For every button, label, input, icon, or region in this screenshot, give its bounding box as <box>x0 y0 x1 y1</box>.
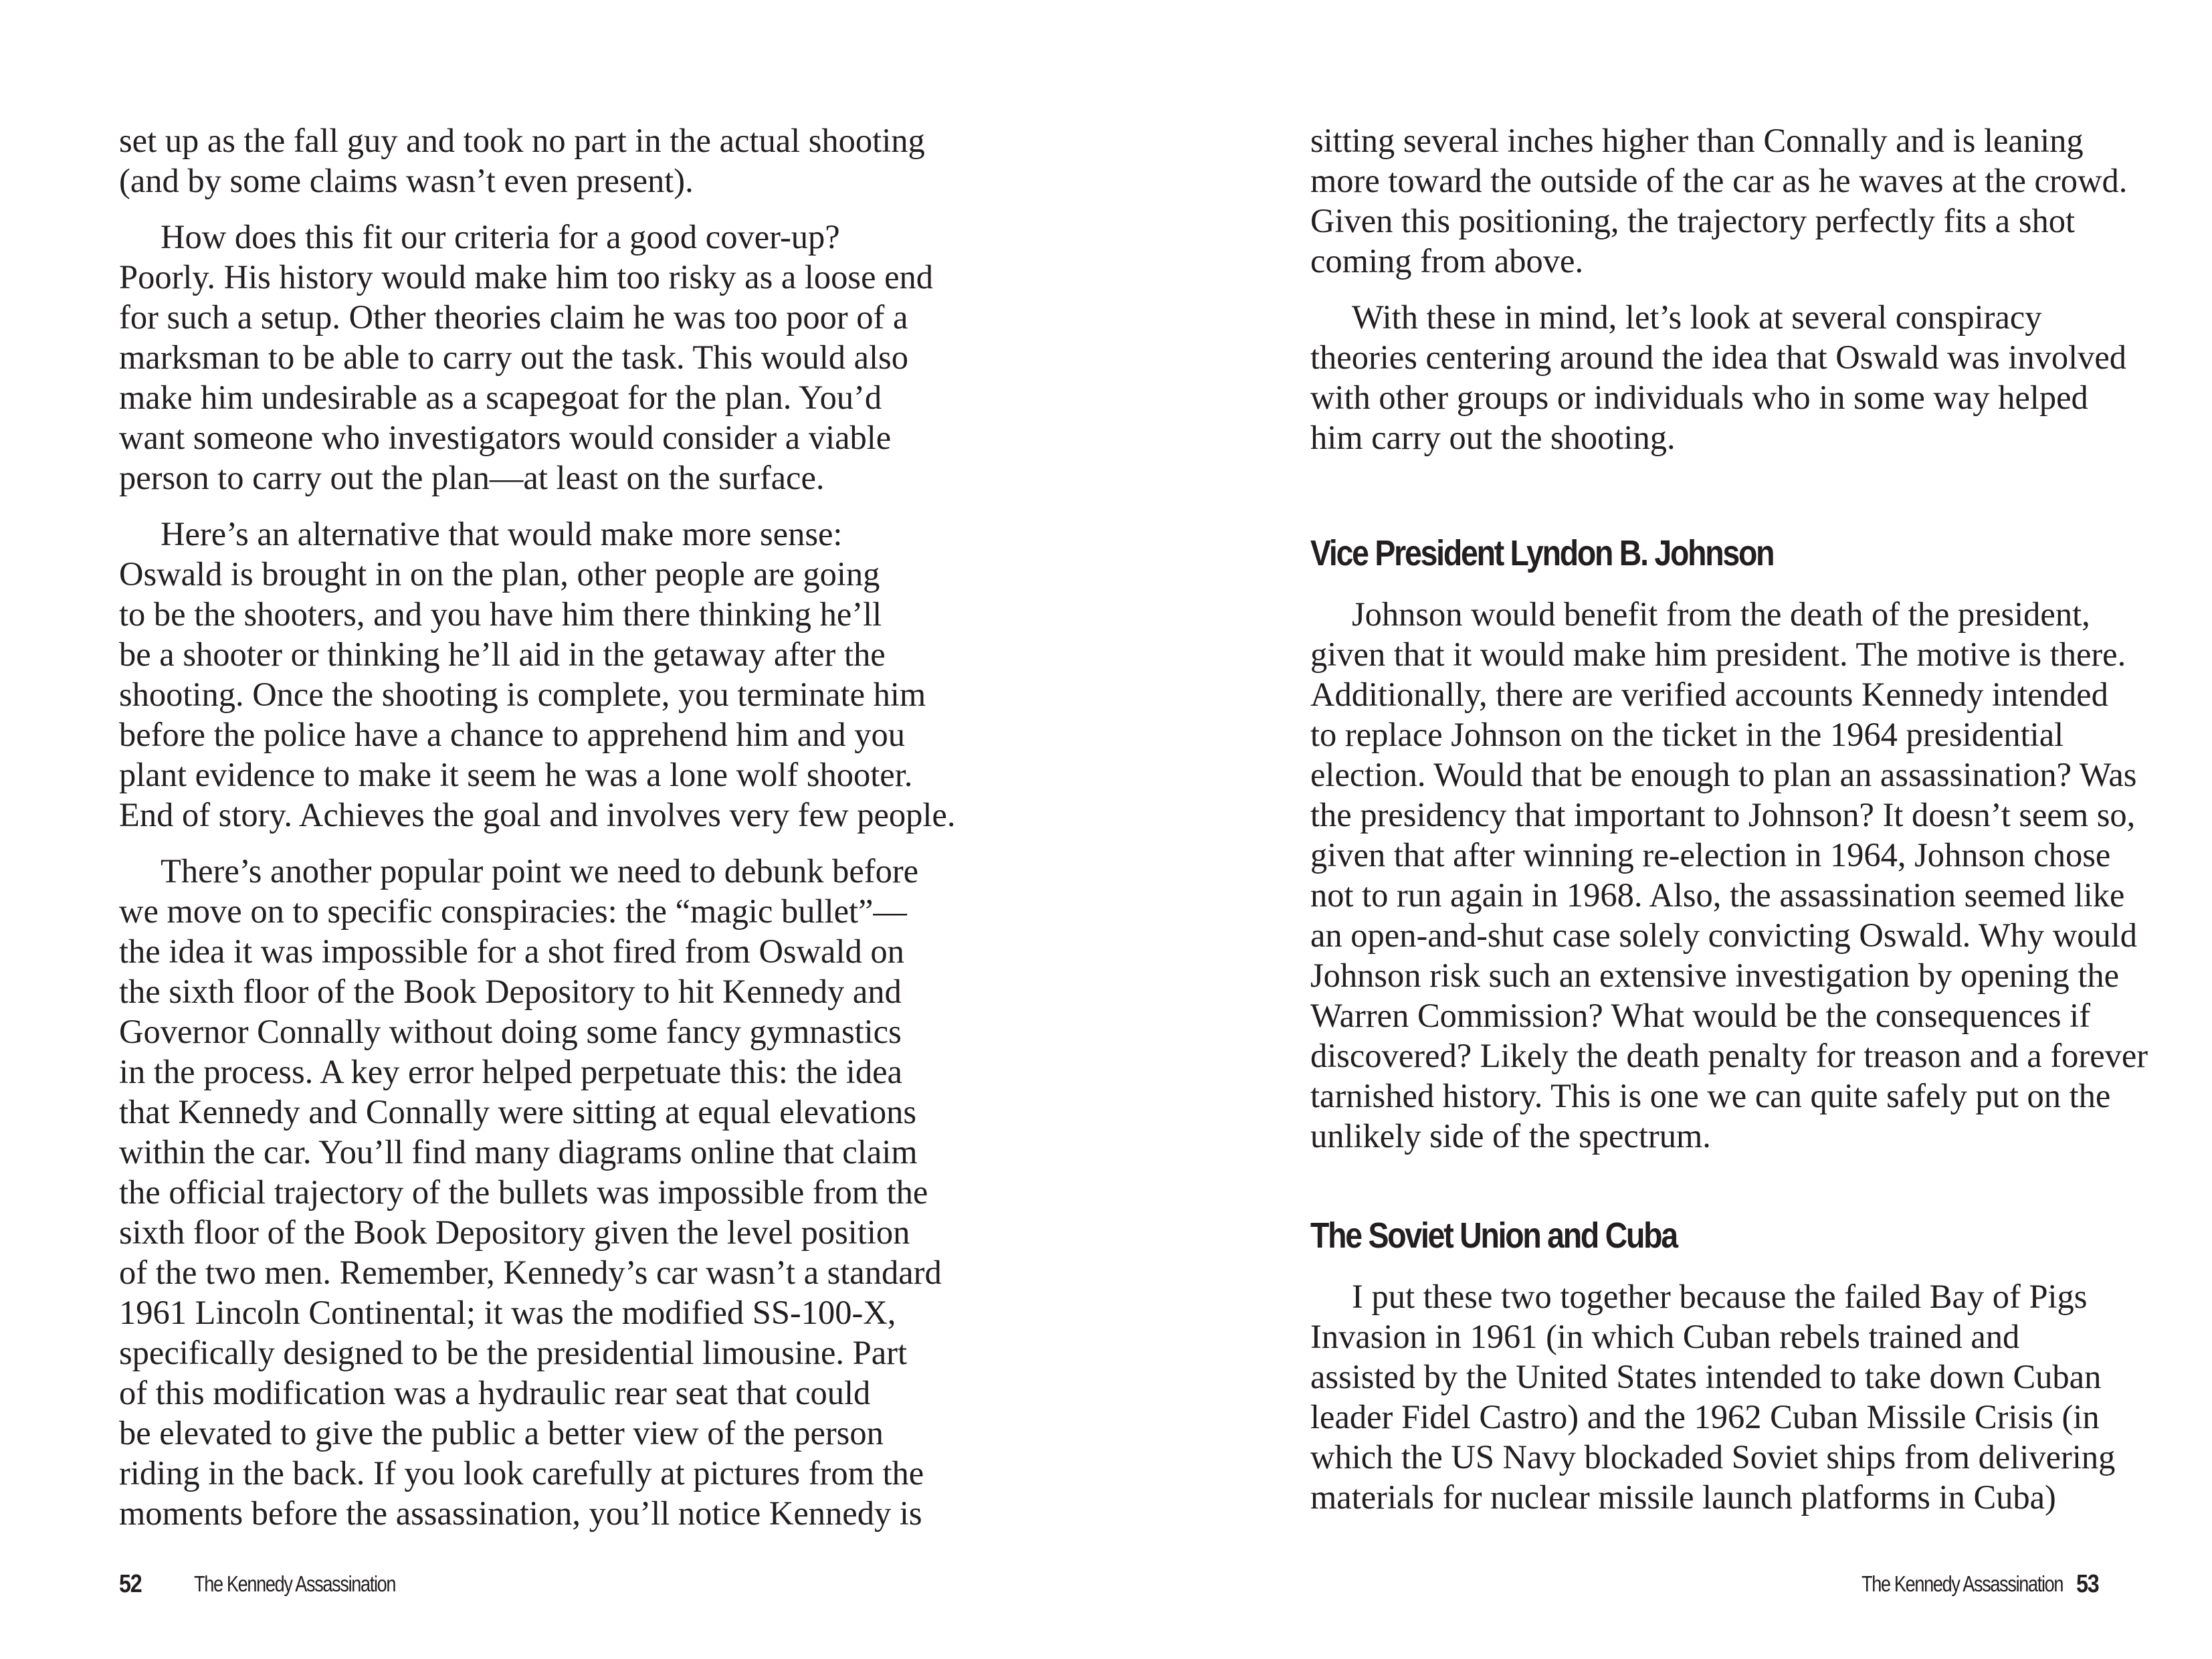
text-line: sixth floor of the Book Depository given the level position <box>119 1213 910 1251</box>
paragraph <box>1310 594 2148 1156</box>
text-line: which the US Navy blockaded Soviet ships from delivering <box>1310 1438 2116 1476</box>
text-line: specifically designed to be the presidential limousine. Part <box>119 1334 908 1371</box>
text-line: set up as the fall guy and took no part in the actual shooting <box>119 122 925 159</box>
text-line: the idea it was impossible for a shot fired from Oswald on <box>119 933 904 970</box>
text-line: sitting several inches higher than Connally and is leaning <box>1310 122 2084 159</box>
text-line: There’s another popular point we need to debunk before <box>161 852 919 890</box>
text-line: an open-and-shut case solely convicting Oswald. Why would <box>1310 916 2138 954</box>
text-line: given that after winning re-election in 1964, Johnson chose <box>1310 836 2111 874</box>
text-line: more toward the outside of the car as he waves at the crowd. <box>1310 162 2128 199</box>
text-line: want someone who investigators would consider a viable <box>119 419 892 456</box>
text-line: Here’s an alternative that would make more sense: <box>161 515 843 553</box>
text-line: Invasion in 1961 (in which Cuban rebels trained and <box>1310 1318 2020 1355</box>
text-line: the sixth floor of the Book Depository to hit Kennedy and <box>119 973 902 1010</box>
paragraph <box>1310 297 2127 458</box>
section-heading-soviet-cuba: The Soviet Union and Cuba <box>1310 1215 1677 1256</box>
text-line: given that it would make him president. The motive is there. <box>1310 636 2126 673</box>
right-page-body <box>1310 120 2148 1533</box>
text-line: the official trajectory of the bullets was impossible from the <box>119 1173 928 1211</box>
text-line: moments before the assassination, you’ll notice Kennedy is <box>119 1494 922 1532</box>
text-line: Warren Commission? What would be the consequences if <box>1310 997 2091 1034</box>
page-number-left: 52 <box>119 1570 142 1598</box>
section-body-soviet-cuba <box>1310 1276 2116 1517</box>
section-heading-johnson: Vice President Lyndon B. Johnson <box>1310 533 1774 573</box>
text-line: be a shooter or thinking he’ll aid in the getaway after the <box>119 636 886 673</box>
text-line: (and by some claims wasn’t even present). <box>119 162 694 199</box>
text-line: Johnson would benefit from the death of the president, <box>1352 595 2090 633</box>
left-page-body <box>119 120 956 1549</box>
text-line: with other groups or individuals who in some way helped <box>1310 379 2088 416</box>
text-line: to replace Johnson on the ticket in the 1964 presidential <box>1310 716 2064 753</box>
paragraph <box>119 217 934 498</box>
text-line: coming from above. <box>1310 242 1584 280</box>
text-line: 1961 Lincoln Continental; it was the modified SS-100-X, <box>119 1294 896 1331</box>
text-line: discovered? Likely the death penalty for treason and a forever <box>1310 1037 2148 1074</box>
text-line: I put these two together because the failed Bay of Pigs <box>1352 1278 2088 1315</box>
text-line: to be the shooters, and you have him there thinking he’ll <box>119 595 882 633</box>
text-line: of this modification was a hydraulic rear seat that could <box>119 1374 871 1411</box>
text-line: Given this positioning, the trajectory perfectly fits a shot <box>1310 202 2076 239</box>
text-line: marksman to be able to carry out the task. This would also <box>119 338 908 376</box>
text-line: for such a setup. Other theories claim he was too poor of a <box>119 298 908 336</box>
paragraph <box>119 851 942 1533</box>
text-line: Additionally, there are verified accounts Kennedy intended <box>1310 676 2108 713</box>
paragraph <box>1310 1276 2116 1517</box>
running-head-right: The Kennedy Assassination <box>1862 1571 2064 1596</box>
page-number-right: 53 <box>2076 1570 2099 1598</box>
paragraph <box>119 514 956 835</box>
text-line: End of story. Achieves the goal and involves very few people. <box>119 796 956 834</box>
text-line: Governor Connally without doing some fancy gymnastics <box>119 1013 902 1050</box>
text-line: assisted by the United States intended to take down Cuban <box>1310 1358 2102 1395</box>
paragraph <box>119 120 925 201</box>
text-line: leader Fidel Castro) and the 1962 Cuban Missile Crisis (in <box>1310 1398 2100 1436</box>
section-body-johnson <box>1310 594 2148 1156</box>
text-line: of the two men. Remember, Kennedy’s car wasn’t a standard <box>119 1254 942 1291</box>
text-line: make him undesirable as a scapegoat for the plan. You’d <box>119 379 882 416</box>
text-line: How does this fit our criteria for a good cover-up? <box>161 218 840 256</box>
text-line: we move on to specific conspiracies: the “magic bullet”— <box>119 892 907 930</box>
text-line: not to run again in 1968. Also, the assassination seemed like <box>1310 876 2125 914</box>
text-line: unlikely side of the spectrum. <box>1310 1117 1711 1155</box>
text-line: riding in the back. If you look carefully at pictures from the <box>119 1454 924 1492</box>
right-page-intro <box>1310 120 2128 458</box>
text-line: before the police have a chance to apprehend him and you <box>119 716 906 753</box>
paragraph <box>1310 120 2128 281</box>
text-line: With these in mind, let’s look at several conspiracy <box>1352 298 2042 336</box>
text-line: the presidency that important to Johnson? It doesn’t seem so, <box>1310 796 2136 834</box>
text-line: him carry out the shooting. <box>1310 419 1676 456</box>
text-line: Oswald is brought in on the plan, other people are going <box>119 555 880 593</box>
text-line: Poorly. His history would make him too risky as a loose end <box>119 258 934 296</box>
text-line: tarnished history. This is one we can quite safely put on the <box>1310 1077 2111 1114</box>
text-line: election. Would that be enough to plan an assassination? Was <box>1310 756 2137 793</box>
text-line: Johnson risk such an extensive investigation by opening the <box>1310 957 2120 994</box>
text-line: in the process. A key error helped perpetuate this: the idea <box>119 1053 902 1090</box>
text-line: theories centering around the idea that Oswald was involved <box>1310 338 2127 376</box>
right-page <box>1106 0 2212 1659</box>
running-head-left: The Kennedy Assassination <box>194 1571 396 1596</box>
text-line: shooting. Once the shooting is complete, you terminate him <box>119 676 926 713</box>
text-line: that Kennedy and Connally were sitting at equal elevations <box>119 1093 917 1131</box>
text-line: person to carry out the plan—at least on the surface. <box>119 459 825 496</box>
text-line: within the car. You’ll find many diagrams online that claim <box>119 1133 918 1171</box>
text-line: materials for nuclear missile launch platforms in Cuba) <box>1310 1478 2056 1516</box>
text-line: be elevated to give the public a better view of the person <box>119 1414 884 1452</box>
text-line: plant evidence to make it seem he was a lone wolf shooter. <box>119 756 913 793</box>
